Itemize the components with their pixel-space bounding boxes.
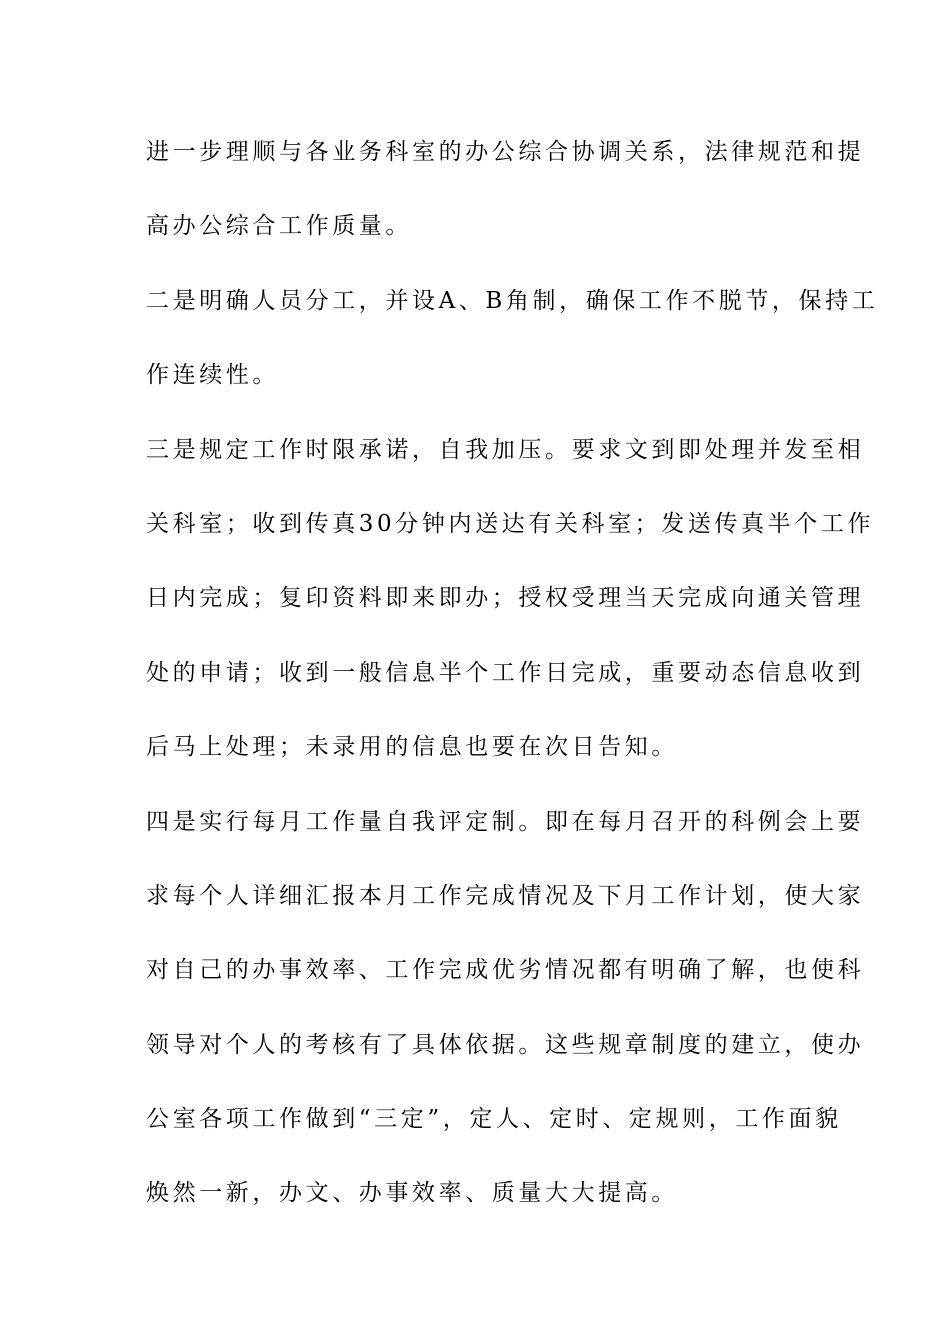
text-line: 作连续性。 [146,362,279,389]
text-line: 高办公综合工作质量。 [146,213,412,240]
text-line: 关科室；收到传真30分钟内送达有关科室；发送传真半个工作 [146,510,875,537]
text-line: 领导对个人的考核有了具体依据。这些规章制度的建立，使办 [146,1031,865,1058]
text-line: 公室各项工作做到“三定”，定人、定时、定规则，工作面貌 [146,1106,842,1133]
document-body [146,132,879,1248]
text-line: 后马上处理；未录用的信息也要在次日告知。 [146,734,678,761]
text-line: 进一步理顺与各业务科室的办公综合协调关系，法律规范和提 [146,139,865,165]
text-line: 四是实行每月工作量自我评定制。即在每月召开的科例会上要 [146,808,865,835]
text-line: 日内完成；复印资料即来即办；授权受理当天完成向通关管理 [146,585,865,612]
text-line: 对自己的办事效率、工作完成优劣情况都有明确了解，也使科 [146,957,865,984]
text-line: 三是规定工作时限承诺，自我加压。要求文到即处理并发至相 [146,436,865,463]
text-line: 焕然一新，办文、办事效率、质量大大提高。 [146,1180,678,1207]
text-line: 处的申请；收到一般信息半个工作日完成，重要动态信息收到 [146,659,865,686]
text-line: 求每个人详细汇报本月工作完成情况及下月工作计划，使大家 [146,882,865,909]
text-line: 二是明确人员分工，并设A、B角制，确保工作不脱节，保持工 [146,287,879,314]
